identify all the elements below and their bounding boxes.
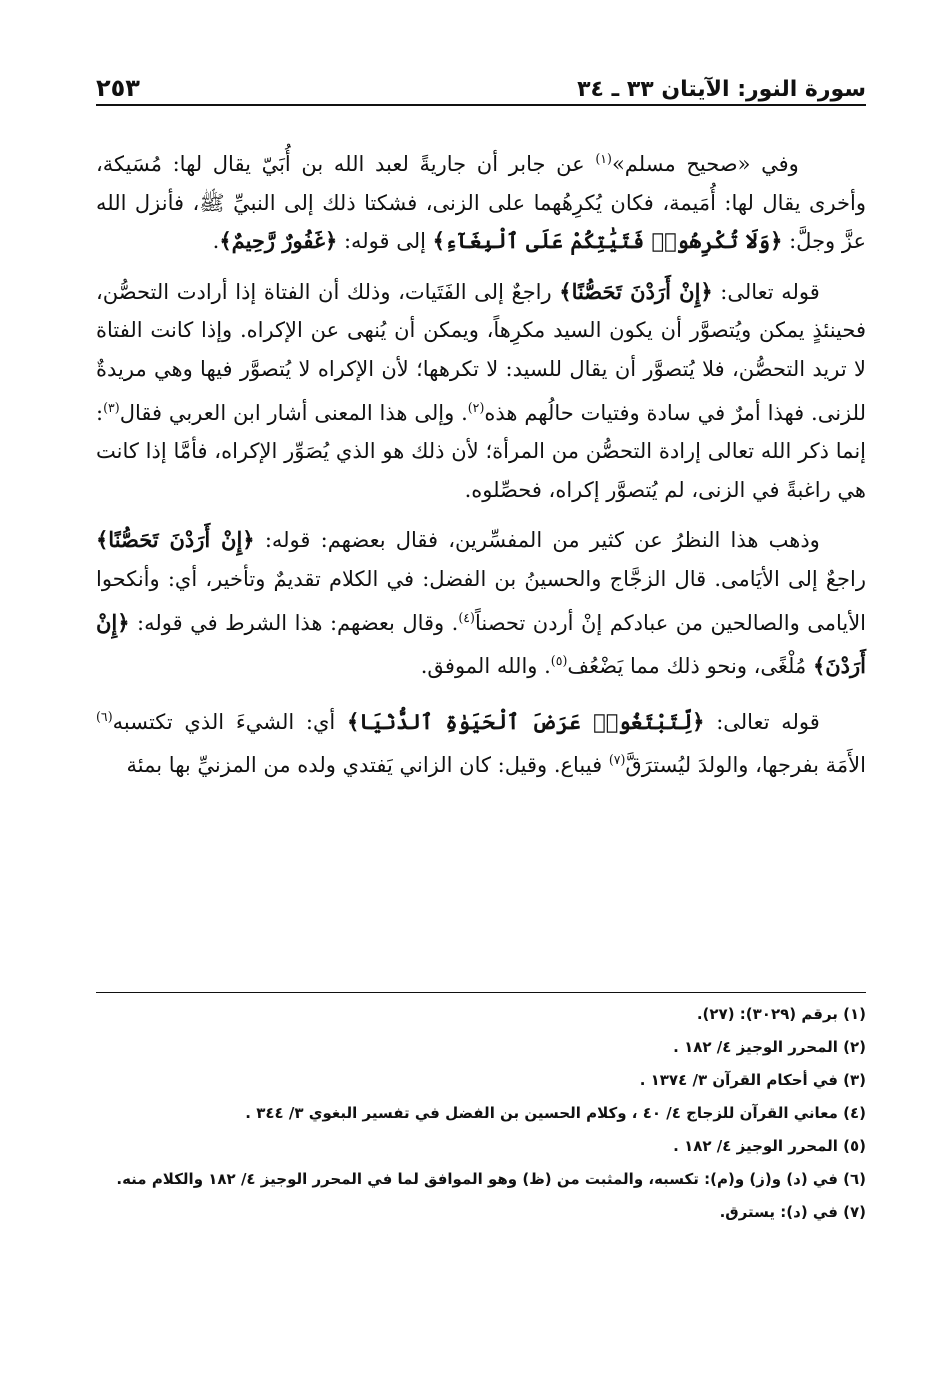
quran-verse: ﴿إِنْ أَرَدْنَ تَحَصُّنًا﴾ bbox=[559, 278, 713, 304]
footnote-3: (٣) في أحكام القرآن ٣/ ١٣٧٤ . bbox=[639, 1071, 866, 1089]
quran-verse: ﴿وَلَا تُكْرِهُوا۟ فَتَيَٰتِكُمْ عَلَى ٱلْبِغَآءِ﴾ bbox=[432, 228, 783, 254]
quran-verse: ﴿غَفُورٌ رَّحِيمٌ﴾ bbox=[219, 228, 338, 254]
footnote-ref: (١) bbox=[595, 151, 612, 166]
footnote-2: (٢) المحرر الوجيز ٤/ ١٨٢ . bbox=[673, 1038, 866, 1056]
footnote-ref: (٧) bbox=[608, 752, 626, 768]
paragraph-3: وذهب هذا النظرُ عن كثير من المفسِّرين، فقال بعضهم: قوله: ﴿إِنْ أَرَدْنَ تَحَصُّنًا﴾ راجعٌ إلى الأيَامى. قال الزجَّاج والحسينُ بن الفضل: في الكلام تقديمٌ وتأخير، أي: وأنكحوا الأيامى والصالحين من عبادكم إنْ أردن تحصناً$^{(٤)}$. وقال بعضهم: هذا الشرط في قوله: ﴿إِنْ أَرَدْنَ﴾ مُلْغًى، ونحو ذلك مما يَضْعُف$^{(٥)}$. والله الموفق. bbox=[96, 527, 867, 679]
quran-verse: ﴿إِنْ أَرَدْنَ تَحَصُّنًا﴾ bbox=[96, 527, 255, 553]
footnote-1: (١) برقم (٣٠٢٩): (٢٧). bbox=[696, 1005, 866, 1023]
footnote-7: (٧) في (د): يسترق. bbox=[719, 1203, 866, 1221]
paragraph-4: قوله تعالى: ﴿لِّتَبْتَغُوا۟ عَرَضَ ٱلْحَيَوٰةِ ٱلدُّنْيَا﴾ أي: الشيءَ الذي تكتسبه$^{(٦)}$ الأَمَة بفرجها، والولدَ ليُسترَقَّ$^{(٧)}$ فيباع. وقيل: كان الزاني يَفتدي ولده من المزنيِّ بها بمئة bbox=[96, 708, 866, 778]
quran-verse: ﴿لِّتَبْتَغُوا۟ عَرَضَ ٱلْحَيَوٰةِ ٱلدُّنْيَا﴾ bbox=[346, 708, 705, 734]
page-number: ٢٥٣ bbox=[96, 74, 140, 102]
header-rule bbox=[96, 104, 866, 106]
footnote-ref: (٦) bbox=[96, 708, 113, 724]
paragraph-2: قوله تعالى: ﴿إِنْ أَرَدْنَ تَحَصُّنًا﴾ راجعٌ إلى الفَتَيات، وذلك أن الفتاة إذا أرادت التحصُّن، فحينئذٍ يمكن ويُتصوَّر أن يكون السيد مكرِهاً، ويمكن أن يُنهى عن الإكراه. وإذا كانت الفتاة لا تريد التحصُّن، فلا يُتصوَّر أن يقال للسيد: لا تكرهها؛ لأن الإكراه لا يُتصوَّر فيها وهي مريدةٌ للزنى. فهذا أمرٌ في سادة وفتيات حالُهم هذه$^{(٢)}$. وإلى هذا المعنى أشار ابن العربي فقال$^{(٣)}$: إنما ذكر الله تعالى إرادة التحصُّن من المرأة؛ لأن ذلك هو الذي يُصَوِّر الإكراه، فأمَّا إذا كانت هي راغبةً في الزنى، لم يُتصوَّر إكراه، فحصِّلوه. bbox=[96, 278, 866, 502]
footnote-ref: (٤) bbox=[458, 609, 475, 625]
footnote-ref: (٥) bbox=[550, 653, 568, 669]
footnote-6: (٦) في (د) و(ز) و(م): تكسبه، والمثبت من (ظ) وهو الموافق لما في المحرر الوجيز ٤/ ١٨٢ والكلام منه. bbox=[116, 1170, 866, 1188]
footnote-5: (٥) المحرر الوجيز ٤/ ١٨٢ . bbox=[673, 1137, 866, 1155]
footnote-4: (٤) معاني القرآن للزجاج ٤/ ٤٠ ، وكلام الحسين بن الفضل في تفسير البغوي ٣/ ٣٤٤ . bbox=[245, 1104, 866, 1122]
header-title: سورة النور: الآيتان ٣٣ ـ ٣٤ bbox=[577, 77, 866, 102]
footnote-rule bbox=[96, 992, 866, 993]
paragraph-1: وفي «صحيح مسلم»$^{(١)}$ عن جابر أن جاريةً لعبد الله بن أُبَيّ يقال لها: مُسَيكة، وأخرى يقال لها: أُمَيمة، فكان يُكرِهُهما على الزنى، فشكتا ذلك إلى النبيِّ ﷺ، فأنزل الله عزَّ وجلَّ: ﴿وَلَا تُكْرِهُوا۟ فَتَيَٰتِكُمْ عَلَى ٱلْبِغَآءِ﴾ إلى قوله: ﴿غَفُورٌ رَّحِيمٌ﴾. bbox=[96, 151, 866, 254]
footnote-ref: (٣) bbox=[103, 399, 120, 415]
main-text bbox=[96, 140, 866, 797]
footnotes bbox=[96, 1004, 866, 1235]
footnote-ref: (٢) bbox=[467, 399, 485, 415]
quran-verse: ﴿إِنْ أَرَدْنَ﴾ bbox=[96, 609, 866, 679]
running-header bbox=[96, 62, 866, 102]
